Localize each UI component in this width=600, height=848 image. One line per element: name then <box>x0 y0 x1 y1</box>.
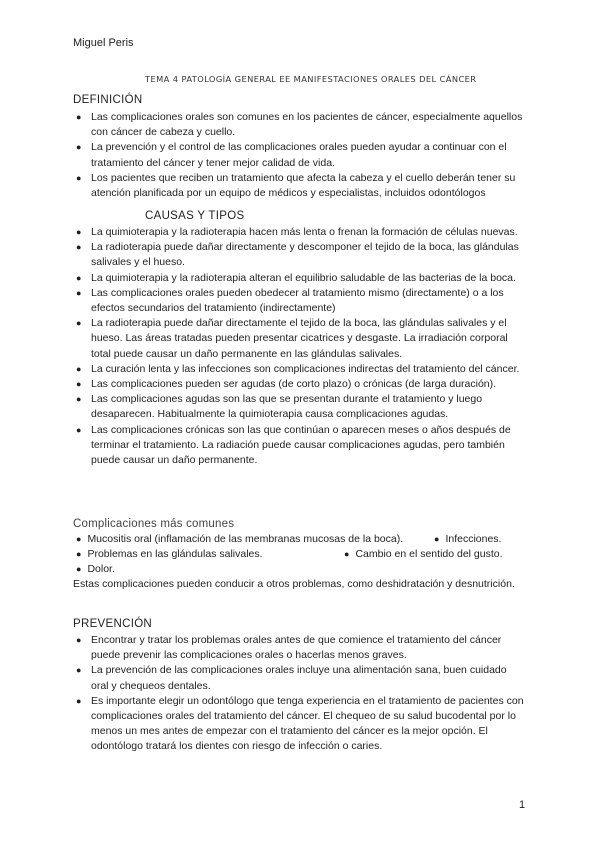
complication-row-2-left: ● Problemas en las glándulas salivales. <box>76 548 263 560</box>
definicion-list <box>75 110 525 201</box>
section-heading-causas: CAUSAS Y TIPOS <box>145 210 245 222</box>
list-item: ● Es importante elegir un odontólogo que tenga experiencia en el tratamiento de pacientes con complicaciones orales del tratamiento del cáncer. El chequeo de su salud bucodental por lo menos un mes antes de empezar con el tratamiento del cáncer es la mejor opción. El odontólogo tratará los dientes con riesgo de infección o caries. <box>76 694 524 753</box>
bullet-icon: ● <box>76 112 82 122</box>
complicaciones-note: Estas complicaciones pueden conducir a otros problemas, como deshidratación y desnutrición. <box>73 578 515 590</box>
bullet-icon: ● <box>76 287 82 298</box>
list-item: ● La prevención y el control de las complicaciones orales pueden ayudar a continuar con el tratamiento del cáncer y tener mejor calidad de vida. <box>76 141 507 169</box>
section-heading-complicaciones: Complicaciones más comunes <box>73 518 235 530</box>
bullet-icon: ● <box>76 379 82 390</box>
list-item: ● La radioterapia puede dañar directamente y descomponer el tejido de la boca, las glándulas salivales y el hueso. <box>76 241 519 269</box>
section-heading-prevencion: PREVENCIÓN <box>73 618 153 630</box>
bullet-icon: ● <box>76 549 82 559</box>
bullet-icon: ● <box>76 665 82 676</box>
bullet-icon: ● <box>344 549 350 559</box>
list-item: ● Las complicaciones agudas son las que se presentan durante el tratamiento y luego desaparecen. Habitualmente la quimioterapia causa complicaciones agudas. <box>76 393 483 421</box>
prevencion-list <box>75 633 525 755</box>
list-item: ● La radioterapia puede dañar directamente el tejido de la boca, las glándulas salivales y el hueso. Las áreas tratadas pueden presentar cicatrices y desgaste. La irradiación corporal total puede causar un daño permanente en las glándulas salivales. <box>76 317 508 360</box>
bullet-icon: ● <box>76 227 82 237</box>
causas-list <box>75 225 525 468</box>
list-item: ● Encontrar y tratar los problemas orales antes de que comience el tratamiento del cáncer puede prevenir las complicaciones orales o hacerlas menos graves. <box>76 634 502 662</box>
list-item: ● La quimioterapia y la radioterapia alteran el equilibrio saludable de las bacterias de la boca. <box>75 271 525 286</box>
document-title: TEMA 4 PATOLOGÍA GENERAL EE MANIFESTACIONES ORALES DEL CÁNCER <box>145 74 477 84</box>
complication-row-2-right: ● Cambio en el sentido del gusto. <box>344 548 503 560</box>
list-item: ● La quimioterapia y la radioterapia hacen más lenta o frenan la formación de células nuevas. <box>75 225 525 240</box>
list-item: ● Las complicaciones orales pueden obedecer al tratamiento mismo (directamente) o a los efectos secundarios del tratamiento (indirectamente) <box>76 286 504 315</box>
bullet-icon: ● <box>76 564 82 574</box>
bullet-icon: ● <box>76 394 82 405</box>
complication-row-1-left: ● Mucositis oral (inflamación de las membranas mucosas de la boca). <box>76 533 404 545</box>
bullet-icon: ● <box>76 272 82 283</box>
list-item: ● La prevención de las complicaciones orales incluye una alimentación sana, buen cuidado oral y chequeos dentales. <box>76 664 507 692</box>
list-item: ● Las complicaciones crónicas son las que continúan o aparecen meses o años después de terminar el tratamiento. La radiación puede causar complicaciones agudas, pero también puede causar un daño permanente. <box>76 423 511 467</box>
complication-row-1-right: ● Infecciones. <box>434 533 502 545</box>
complication-row-3-left: ● Dolor. <box>76 563 115 575</box>
list-item: ● Las complicaciones pueden ser agudas (de corto plazo) o crónicas (de larga duración). <box>75 377 525 392</box>
list-item: ● La curación lenta y las infecciones son complicaciones indirectas del tratamiento del cáncer. <box>75 362 525 377</box>
bullet-icon: ● <box>76 424 82 435</box>
bullet-icon: ● <box>76 635 82 645</box>
bullet-icon: ● <box>76 242 82 253</box>
bullet-icon: ● <box>434 534 440 544</box>
list-item: ● Las complicaciones orales son comunes en los pacientes de cáncer, especialmente aquellos con cáncer de cabeza y cuello. <box>76 111 523 139</box>
section-heading-definicion: DEFINICIÓN <box>73 94 143 106</box>
page-number: 1 <box>519 799 526 811</box>
bullet-icon: ● <box>76 172 82 183</box>
bullet-icon: ● <box>76 363 82 374</box>
list-item: ● Los pacientes que reciben un tratamiento que afecta la cabeza y el cuello deberán tener su atención planificada por un equipo de médicos y especialistas, incluidos odontólogos <box>76 171 516 200</box>
bullet-icon: ● <box>76 534 82 544</box>
bullet-icon: ● <box>76 695 82 706</box>
bullet-icon: ● <box>76 142 82 153</box>
bullet-icon: ● <box>76 318 82 329</box>
author-name: Miguel Peris <box>73 37 134 49</box>
